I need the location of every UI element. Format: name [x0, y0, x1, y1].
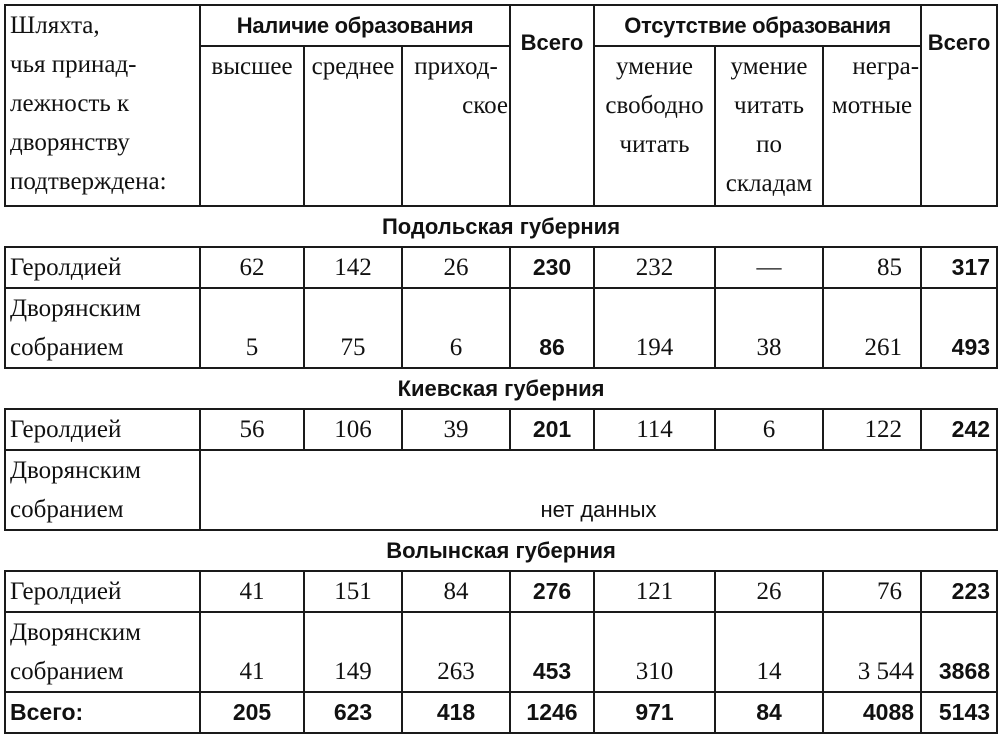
table-row: [5, 409, 997, 450]
cell-illiterate: 85: [823, 247, 921, 288]
cell-total-presence: 276: [510, 571, 594, 612]
no-data-cell: нет данных: [200, 450, 997, 530]
header-illiterate-line: негра-: [852, 53, 920, 80]
header-read-free-line: умение: [616, 53, 693, 80]
header-total-presence: Всего: [510, 5, 594, 206]
cell-parish: 39: [402, 409, 510, 450]
cell-total-presence: 201: [510, 409, 594, 450]
cell-read-free: 232: [594, 247, 715, 288]
total-read-free: 971: [594, 692, 715, 733]
cell-illiterate: 3 544: [823, 612, 921, 692]
header-first-line: чья принад-: [10, 51, 137, 78]
cell-parish: 84: [402, 571, 510, 612]
row-label: Геролдией: [5, 247, 200, 288]
header-group-presence: Наличие образования: [200, 5, 510, 46]
cell-higher: 41: [200, 571, 304, 612]
cell-secondary: 142: [304, 247, 402, 288]
cell-read-syllables: 14: [715, 612, 823, 692]
cell-read-free: 310: [594, 612, 715, 692]
row-label-line: собранием: [10, 334, 124, 361]
header-read-syllables: [715, 46, 823, 206]
cell-illiterate: 261: [823, 288, 921, 368]
header-parish-line: ское: [462, 92, 509, 119]
row-label: [5, 288, 200, 368]
cell-total-absence: 242: [921, 409, 997, 450]
header-read-free-line: свободно: [605, 92, 704, 119]
cell-parish: 263: [402, 612, 510, 692]
province-row: [5, 530, 997, 571]
total-illiterate: 4088: [823, 692, 921, 733]
header-read-syllables-line: умение: [730, 53, 808, 80]
row-label: Геролдией: [5, 571, 200, 612]
grand-total-label: Всего:: [5, 692, 200, 733]
cell-illiterate: 122: [823, 409, 921, 450]
cell-total-absence: 317: [921, 247, 997, 288]
total-secondary: 623: [304, 692, 402, 733]
header-read-free-line: читать: [619, 131, 690, 158]
cell-secondary: 151: [304, 571, 402, 612]
total-read-syllables: 84: [715, 692, 823, 733]
header-illiterate-line: мотные: [831, 92, 913, 119]
header-higher-line: высшее: [211, 53, 293, 80]
cell-read-free: 121: [594, 571, 715, 612]
cell-total-absence: 223: [921, 571, 997, 612]
header-read-syllables-line: по: [756, 131, 782, 158]
cell-total-presence: 230: [510, 247, 594, 288]
row-label-line: Дворянским: [10, 619, 142, 646]
header-first-line: дворянству: [10, 129, 130, 156]
header-parish: [402, 46, 510, 206]
row-label: Геролдией: [5, 409, 200, 450]
table-row: [5, 450, 997, 530]
row-label-line: собранием: [10, 658, 124, 685]
cell-higher: 5: [200, 288, 304, 368]
province-title: Подольская губерния: [5, 206, 997, 247]
header-secondary-line: среднее: [311, 53, 395, 80]
cell-read-syllables: 26: [715, 571, 823, 612]
row-label-line: собранием: [10, 496, 124, 523]
header-read-syllables-line: читать: [734, 92, 804, 119]
cell-secondary: 75: [304, 288, 402, 368]
cell-read-syllables: —: [715, 247, 823, 288]
cell-parish: 26: [402, 247, 510, 288]
header-secondary: [304, 46, 402, 206]
row-label-line: Дворянским: [10, 295, 142, 322]
header-first-line: лежность к: [10, 90, 130, 117]
header-group-absence: Отсутствие образования: [594, 5, 921, 46]
header-read-free: [594, 46, 715, 206]
cell-secondary: 149: [304, 612, 402, 692]
education-table: [4, 4, 998, 734]
header-parish-line: приход-: [414, 53, 498, 80]
header-row-1: [5, 5, 997, 46]
province-title: Волынская губерния: [5, 530, 997, 571]
header-first-column: [5, 5, 200, 206]
table-row: [5, 288, 997, 368]
header-first-line: подтверждена:: [10, 168, 167, 195]
cell-illiterate: 76: [823, 571, 921, 612]
header-total-absence: Всего: [921, 5, 997, 206]
cell-total-presence: 453: [510, 612, 594, 692]
row-label: [5, 612, 200, 692]
cell-higher: 56: [200, 409, 304, 450]
header-read-syllables-line: складам: [725, 170, 813, 197]
header-higher: [200, 46, 304, 206]
cell-total-presence: 86: [510, 288, 594, 368]
province-title: Киевская губерния: [5, 368, 997, 409]
province-row: [5, 368, 997, 409]
cell-total-absence: 493: [921, 288, 997, 368]
cell-higher: 41: [200, 612, 304, 692]
cell-higher: 62: [200, 247, 304, 288]
row-label: [5, 450, 200, 530]
total-higher: 205: [200, 692, 304, 733]
cell-read-free: 194: [594, 288, 715, 368]
province-row: [5, 206, 997, 247]
row-label-line: Дворянским: [10, 457, 142, 484]
cell-read-syllables: 6: [715, 409, 823, 450]
table-row: [5, 571, 997, 612]
cell-total-absence: 3868: [921, 612, 997, 692]
cell-secondary: 106: [304, 409, 402, 450]
cell-read-syllables: 38: [715, 288, 823, 368]
table-row: [5, 247, 997, 288]
cell-read-free: 114: [594, 409, 715, 450]
total-absence: 5143: [921, 692, 997, 733]
grand-total-row: [5, 692, 997, 733]
header-first-line: Шляхта,: [10, 12, 100, 39]
header-illiterate: [823, 46, 921, 206]
cell-parish: 6: [402, 288, 510, 368]
table-row: [5, 612, 997, 692]
total-parish: 418: [402, 692, 510, 733]
total-presence: 1246: [510, 692, 594, 733]
